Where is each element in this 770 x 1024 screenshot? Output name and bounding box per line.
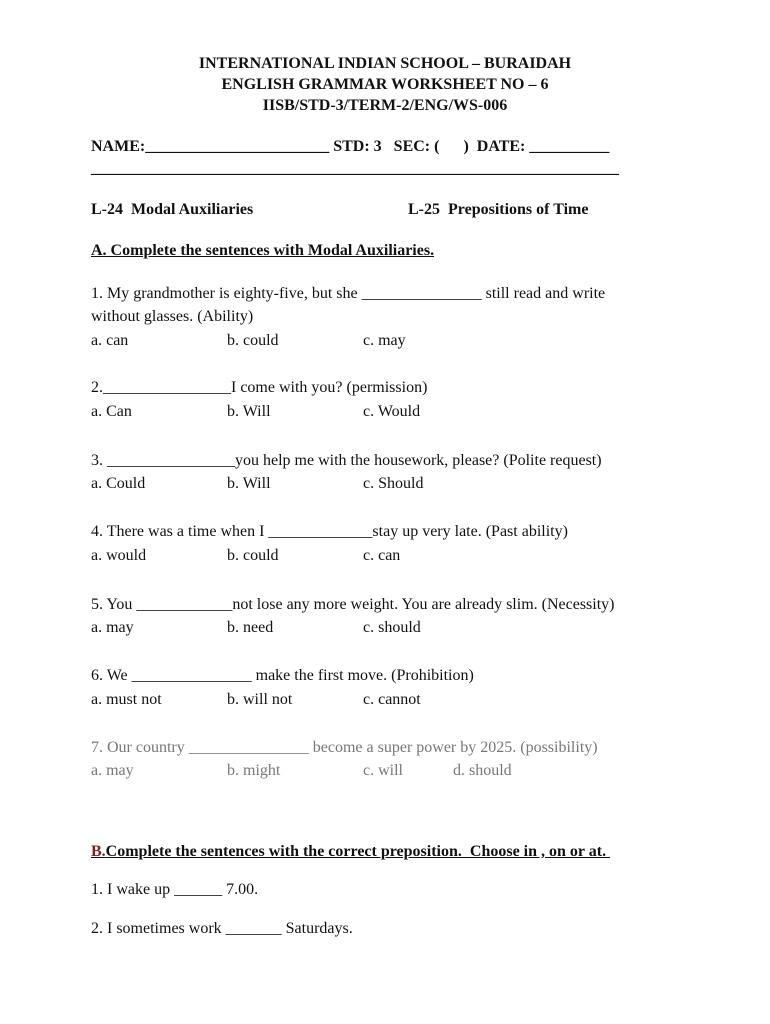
question-2-text: 2.________________I come with you? (permission) xyxy=(91,379,428,396)
question-7-option-d: d. should xyxy=(453,762,512,779)
question-2-option-a: a. Can xyxy=(91,403,132,420)
question-3-option-c: c. Should xyxy=(363,475,424,492)
worksheet-code: IISB/STD-3/TERM-2/ENG/WS-006 xyxy=(262,97,508,114)
question-6-option-b: b. will not xyxy=(227,691,293,708)
question-4-option-c: c. can xyxy=(363,547,401,564)
question-4-option-a: a. would xyxy=(91,547,147,564)
question-3-text: 3. ________________you help me with the housework, please? (Polite request) xyxy=(91,452,602,469)
question-7-option-b: b. might xyxy=(227,762,281,779)
question-7-option-c: c. will xyxy=(363,762,403,779)
worksheet-title: ENGLISH GRAMMAR WORKSHEET NO – 6 xyxy=(221,76,549,93)
section-b-title xyxy=(91,842,610,862)
student-info-line: NAME:_______________________ STD: 3 SEC: ( ) DATE: __________ xyxy=(91,138,610,155)
lesson-left: L-24 Modal Auxiliaries xyxy=(91,201,254,218)
question-1-text: 1. My grandmother is eighty-five, but she _______________ still read and write xyxy=(91,285,606,302)
question-1-option-c: c. may xyxy=(363,332,406,349)
question-5-option-a: a. may xyxy=(91,619,134,636)
question-5-option-b: b. need xyxy=(227,619,274,636)
question-5-text: 5. You ____________not lose any more weight. You are already slim. (Necessity) xyxy=(91,596,615,613)
section-b-title-text: Complete the sentences with the correct preposition. Choose in , on or at. xyxy=(105,843,611,860)
section-b-question-2: 2. I sometimes work _______ Saturdays. xyxy=(91,920,353,937)
question-7-option-a: a. may xyxy=(91,762,134,779)
question-4-text: 4. There was a time when I _____________stay up very late. (Past ability) xyxy=(91,523,568,540)
section-b-question-1: 1. I wake up ______ 7.00. xyxy=(91,881,259,898)
question-1-option-a: a. can xyxy=(91,332,129,349)
separator-rule: __________________________________________________________________ xyxy=(91,160,619,177)
question-7-text: 7. Our country _______________ become a super power by 2025. (possibility) xyxy=(91,739,598,756)
question-6-option-c: c. cannot xyxy=(363,691,421,708)
question-2-option-b: b. Will xyxy=(227,403,271,420)
question-2-option-c: c. Would xyxy=(363,403,421,420)
question-3-option-a: a. Could xyxy=(91,475,146,492)
section-a-title: A. Complete the sentences with Modal Auxiliaries. xyxy=(91,242,435,259)
section-b-letter: B. xyxy=(91,843,106,860)
question-4-option-b: b. could xyxy=(227,547,279,564)
school-name: INTERNATIONAL INDIAN SCHOOL – BURAIDAH xyxy=(198,55,572,72)
question-1-text-continued: without glasses. (Ability) xyxy=(91,308,254,325)
lesson-right: L-25 Prepositions of Time xyxy=(408,201,589,218)
question-3-option-b: b. Will xyxy=(227,475,271,492)
question-5-option-c: c. should xyxy=(363,619,421,636)
question-6-text: 6. We _______________ make the first move. (Prohibition) xyxy=(91,667,474,684)
question-1-option-b: b. could xyxy=(227,332,279,349)
question-6-option-a: a. must not xyxy=(91,691,162,708)
